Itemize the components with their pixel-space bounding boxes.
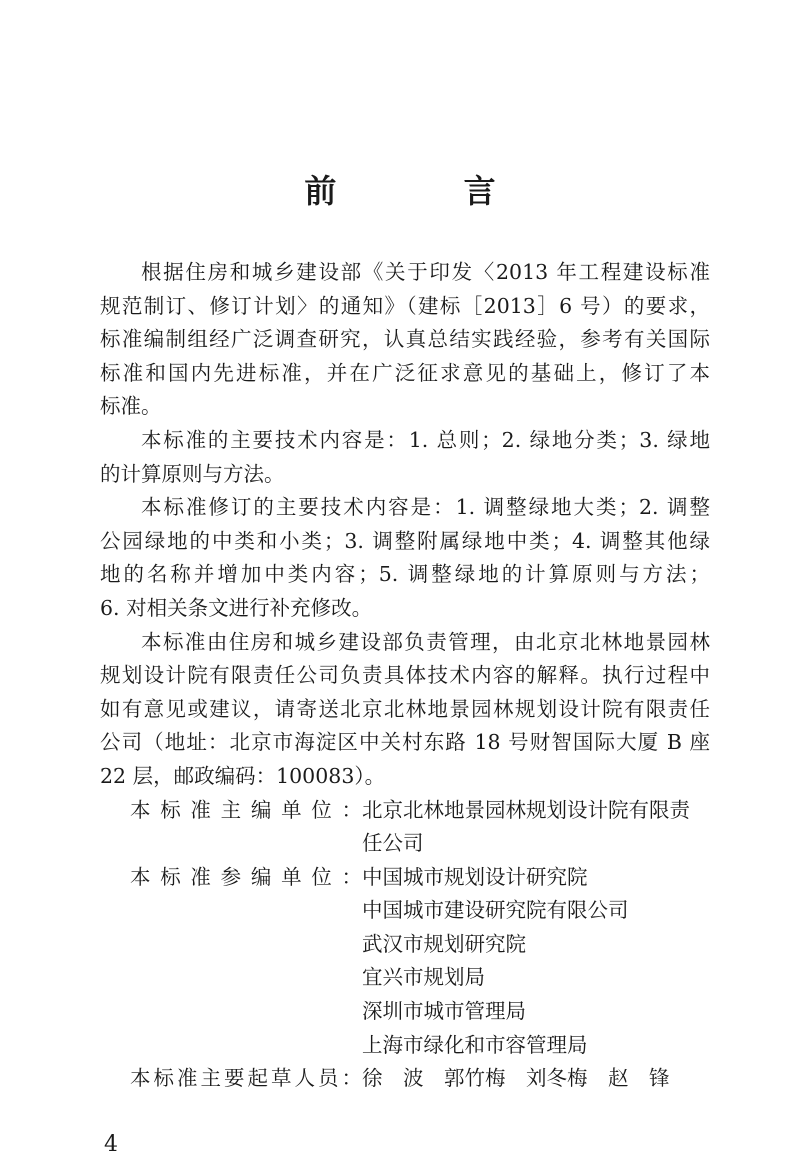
preface-body <box>100 256 710 1096</box>
text-line: 如有意见或建议，请寄送北京北林地景园林规划设计院有限责任 <box>100 696 710 721</box>
text-line: 公司（地址：北京市海淀区中关村东路 18 号财智国际大厦 B 座 <box>100 730 710 755</box>
credit-value: 任公司 <box>362 831 424 856</box>
credit-value: 徐 波 郭竹梅 刘冬梅 赵 锋 <box>362 1066 670 1091</box>
text-line: 地的名称并增加中类内容；5. 调整绿地的计算原则与方法； <box>100 562 710 587</box>
credit-row <box>100 794 710 861</box>
page-title: 前 言 <box>304 172 554 210</box>
credit-row <box>100 1062 710 1096</box>
paragraph <box>100 626 710 794</box>
credit-value: 北京北林地景园林规划设计院有限责 <box>362 797 690 822</box>
text-line: 标准编制组经广泛调查研究，认真总结实践经验，参考有关国际 <box>100 327 710 352</box>
paragraph <box>100 424 710 491</box>
text-line: 标准和国内先进标准，并在广泛征求意见的基础上，修订了本 <box>100 360 710 385</box>
text-line: 根据住房和城乡建设部《关于印发〈2013 年工程建设标准 <box>141 260 710 284</box>
paragraph <box>100 491 710 625</box>
text-line: 本标准由住房和城乡建设部负责管理，由北京北林地景园林 <box>141 629 710 654</box>
credit-value: 中国城市规划设计研究院 <box>362 864 588 889</box>
credit-value: 宜兴市规划局 <box>362 965 485 990</box>
credit-value: 上海市绿化和市容管理局 <box>362 1032 588 1057</box>
text-line: 22 层，邮政编码：100083）。 <box>100 763 386 788</box>
credit-value: 中国城市建设研究院有限公司 <box>362 898 629 923</box>
text-line: 标准。 <box>100 394 162 419</box>
page-number: 4 <box>104 1132 118 1157</box>
text-line: 的计算原则与方法。 <box>100 461 285 486</box>
credit-row <box>100 861 710 1063</box>
credit-label: 本标准主编单位： <box>130 797 362 822</box>
paragraph <box>100 256 710 424</box>
credit-label: 本标准主要起草人员： <box>130 1066 362 1091</box>
text-line: 6. 对相关条文进行补充修改。 <box>100 595 373 620</box>
text-line: 公园绿地的中类和小类；3. 调整附属绿地中类；4. 调整其他绿 <box>100 528 710 553</box>
text-line: 本标准修订的主要技术内容是：1. 调整绿地大类；2. 调整 <box>141 495 710 520</box>
credit-value: 武汉市规划研究院 <box>362 931 526 956</box>
credit-label: 本标准参编单位： <box>130 864 362 889</box>
text-line: 本标准的主要技术内容是：1. 总则；2. 绿地分类；3. 绿地 <box>141 427 710 452</box>
text-line: 规划设计院有限责任公司负责具体技术内容的解释。执行过程中 <box>100 663 710 688</box>
text-line: 规范制订、修订计划〉的通知》（建标［2013］6 号）的要求， <box>100 293 710 318</box>
credit-value: 深圳市城市管理局 <box>362 999 526 1024</box>
